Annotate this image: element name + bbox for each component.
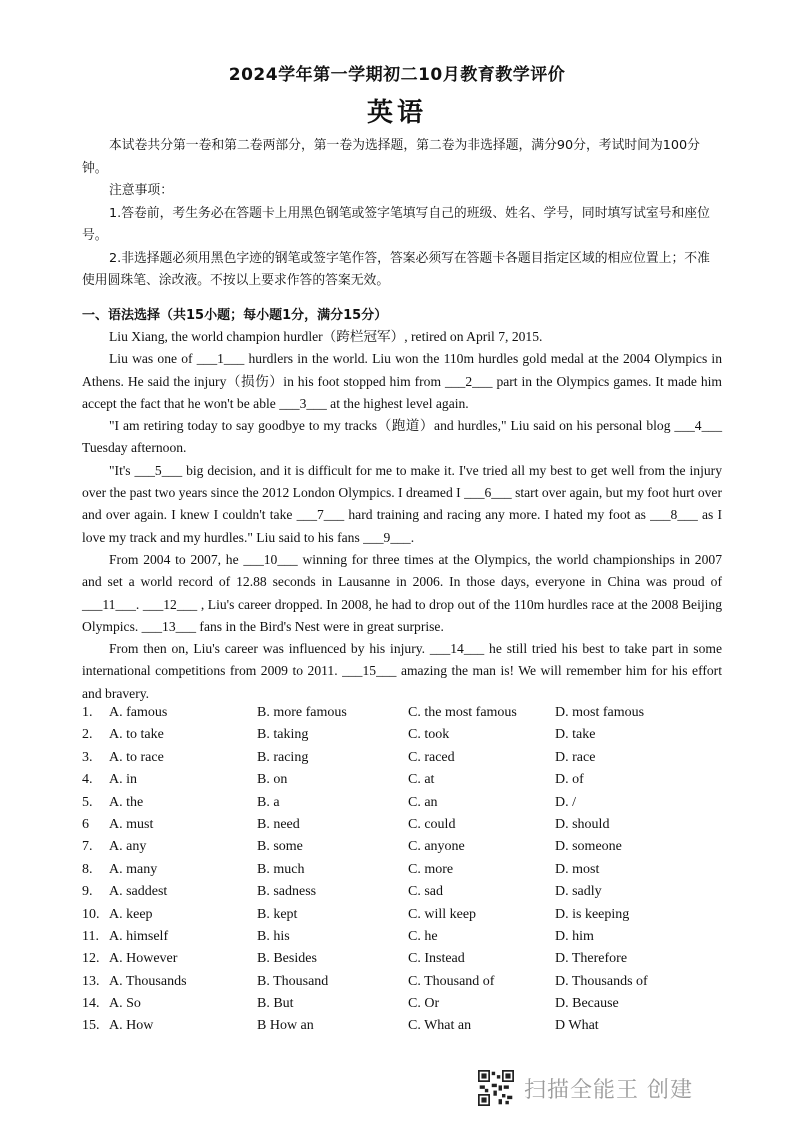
option-c: C. anyone bbox=[408, 839, 465, 855]
option-c: C. Instead bbox=[408, 951, 465, 967]
question-number: 3. bbox=[82, 749, 93, 765]
option-b: B How an bbox=[257, 1018, 314, 1034]
option-c: C. will keep bbox=[408, 906, 477, 922]
question-number: 4. bbox=[82, 772, 93, 788]
option-a: A. many bbox=[109, 861, 158, 877]
option-b: B. Besides bbox=[257, 951, 317, 967]
option-a: A. However bbox=[109, 951, 178, 967]
qr-code-icon bbox=[478, 1070, 514, 1106]
option-c: C. more bbox=[408, 861, 454, 877]
question-option-row bbox=[82, 884, 722, 906]
passage-paragraph: Liu was one of ___1___ hurdlers in the world. Liu won the 110m hurdles gold medal at the 2004 Olympics in Athens. He said the injury（损伤）in his foot stopped him from ___2___ part in the Olympics games. It made him accept the fact that he won't be able ___3___ at the highest level again. bbox=[82, 351, 722, 411]
option-d: D. someone bbox=[555, 839, 622, 855]
intro-paragraph: 本试卷共分第一卷和第二卷两部分，第一卷为选择题，第二卷为非选择题，满分90分，考试时间为100分钟。 bbox=[82, 138, 700, 176]
option-a: A. must bbox=[109, 816, 154, 832]
passage-paragraph: From 2004 to 2007, he ___10___ winning for three times at the Olympics, the world championships in 2007 and set a world record of 12.88 seconds in Lausanne in 2006. In those days, everyone in China was proud of ___11___. ___12___ , Liu's career dropped. In 2008, he had to drop out of the 110m hurdles race at the 2008 Beijing Olympics. ___13___ fans in the Bird's Nest were in great surprise. bbox=[82, 551, 722, 634]
option-a: A. keep bbox=[109, 906, 153, 922]
option-c: C. sad bbox=[408, 884, 443, 900]
exam-instructions bbox=[82, 135, 722, 293]
question-number: 12. bbox=[82, 951, 100, 967]
question-option-row bbox=[82, 750, 722, 772]
question-option-row bbox=[82, 974, 722, 996]
option-b: B. more famous bbox=[257, 705, 347, 720]
option-b: B. sadness bbox=[257, 884, 317, 900]
question-number: 6 bbox=[82, 816, 89, 832]
exam-title: 2024学年第一学期初二10月教育教学评价 bbox=[228, 65, 566, 85]
option-c: C. raced bbox=[408, 749, 455, 765]
option-c: C. Thousand of bbox=[408, 973, 495, 989]
option-d: D. take bbox=[555, 727, 596, 743]
option-b: B. Thousand bbox=[257, 973, 329, 989]
option-d: D. of bbox=[555, 772, 584, 788]
question-option-row bbox=[82, 795, 722, 817]
notice-heading: 注意事项： bbox=[109, 183, 173, 198]
option-b: B. on bbox=[257, 772, 288, 788]
question-option-row bbox=[82, 727, 722, 749]
question-number: 9. bbox=[82, 884, 93, 900]
reading-passage bbox=[82, 326, 722, 705]
passage-paragraph: "I am retiring today to say goodbye to my tracks（跑道）and hurdles," Liu said on his personal blog ___4___ Tuesday afternoon. bbox=[82, 418, 722, 456]
question-number: 5. bbox=[82, 794, 93, 810]
option-c: C. he bbox=[408, 928, 438, 944]
option-a: A. the bbox=[109, 794, 144, 810]
question-option-row bbox=[82, 862, 722, 884]
question-option-row bbox=[82, 839, 722, 861]
option-c: C. the most famous bbox=[408, 705, 517, 720]
option-d: D. should bbox=[555, 816, 610, 832]
option-a: A. Thousands bbox=[109, 973, 187, 989]
notice-item-2: 2.非选择题必须用黑色字迹的钢笔或签字笔作答，答案必须写在答题卡各题目指定区域的相应位置上；不准使用圆珠笔、涂改液。不按以上要求作答的答案无效。 bbox=[82, 250, 710, 288]
question-number: 11. bbox=[82, 928, 99, 944]
option-b: B. But bbox=[257, 996, 294, 1012]
option-b: B. a bbox=[257, 794, 280, 810]
question-option-row bbox=[82, 929, 722, 951]
scanner-watermark bbox=[478, 1066, 693, 1110]
option-d: D. him bbox=[555, 928, 594, 944]
option-a: A. How bbox=[109, 1018, 154, 1034]
option-d: D What bbox=[555, 1018, 599, 1034]
option-d: D. sadly bbox=[555, 884, 602, 900]
option-a: A. to race bbox=[109, 749, 164, 765]
option-a: A. So bbox=[109, 996, 141, 1012]
option-c: C. at bbox=[408, 772, 435, 788]
option-d: D. Therefore bbox=[555, 951, 628, 967]
option-c: C. an bbox=[408, 794, 438, 810]
option-b: B. much bbox=[257, 861, 305, 877]
option-c: C. could bbox=[408, 816, 456, 832]
option-c: C. What an bbox=[408, 1018, 472, 1034]
option-a: A. himself bbox=[109, 928, 169, 944]
question-option-row bbox=[82, 996, 722, 1018]
question-number: 14. bbox=[82, 996, 100, 1012]
option-a: A. any bbox=[109, 839, 147, 855]
notice-item-1: 1.答卷前，考生务必在答题卡上用黑色钢笔或签字笔填写自己的班级、姓名、学号，同时填写试室号和座位号。 bbox=[82, 205, 710, 243]
option-a: A. saddest bbox=[109, 884, 168, 900]
question-number: 1. bbox=[82, 705, 93, 720]
passage-paragraph: From then on, Liu's career was influenced by his injury. ___14___ he still tried his best to take part in some international competitions from 2009 to 2011. ___15___ amazing the man is! We will remember him for his effort and bravery. bbox=[82, 641, 722, 701]
option-c: C. took bbox=[408, 727, 450, 743]
option-b: B. kept bbox=[257, 906, 298, 922]
question-option-row bbox=[82, 705, 722, 727]
question-number: 10. bbox=[82, 906, 100, 922]
question-number: 13. bbox=[82, 973, 100, 989]
option-c: C. Or bbox=[408, 996, 440, 1012]
question-option-row bbox=[82, 907, 722, 929]
option-a: A. in bbox=[109, 772, 137, 788]
option-b: B. taking bbox=[257, 727, 309, 743]
question-number: 7. bbox=[82, 839, 93, 855]
question-option-row bbox=[82, 772, 722, 794]
option-a: A. to take bbox=[109, 727, 164, 743]
option-b: B. his bbox=[257, 928, 290, 944]
option-d: D. race bbox=[555, 749, 596, 765]
passage-paragraph: Liu Xiang, the world champion hurdler（跨栏冠军）, retired on April 7, 2015. bbox=[109, 329, 543, 344]
passage-paragraph: "It's ___5___ big decision, and it is difficult for me to make it. I've tried all my best to get well from the injury over the past two years since the 2012 London Olympics. I dreamed I ___6___ start over again, but my foot hurt over and over again. I knew I couldn't take ___7___ hard training and racing any more. I hated my foot as ___8___ as I love my track and my hurdles." Liu said to his fans ___9___. bbox=[82, 462, 722, 545]
section-heading: 一、语法选择（共15小题；每小题1分，满分15分） bbox=[82, 308, 388, 323]
option-d: D. most bbox=[555, 861, 600, 877]
subject-title: 英语 bbox=[366, 98, 427, 128]
option-b: B. need bbox=[257, 816, 300, 832]
question-number: 15. bbox=[82, 1018, 100, 1034]
watermark-text: 扫描全能王 创建 bbox=[524, 1077, 693, 1103]
question-option-row bbox=[82, 951, 722, 973]
option-a: A. famous bbox=[109, 705, 168, 720]
question-option-row bbox=[82, 1018, 722, 1040]
question-number: 8. bbox=[82, 861, 93, 877]
option-d: D. is keeping bbox=[555, 906, 630, 922]
option-d: D. most famous bbox=[555, 705, 645, 720]
option-d: D. Because bbox=[555, 996, 619, 1012]
option-b: B. racing bbox=[257, 749, 309, 765]
option-b: B. some bbox=[257, 839, 303, 855]
question-option-row bbox=[82, 817, 722, 839]
option-d: D. Thousands of bbox=[555, 973, 648, 989]
question-number: 2. bbox=[82, 727, 93, 743]
answer-options bbox=[82, 705, 722, 1041]
option-d: D. / bbox=[555, 794, 576, 810]
